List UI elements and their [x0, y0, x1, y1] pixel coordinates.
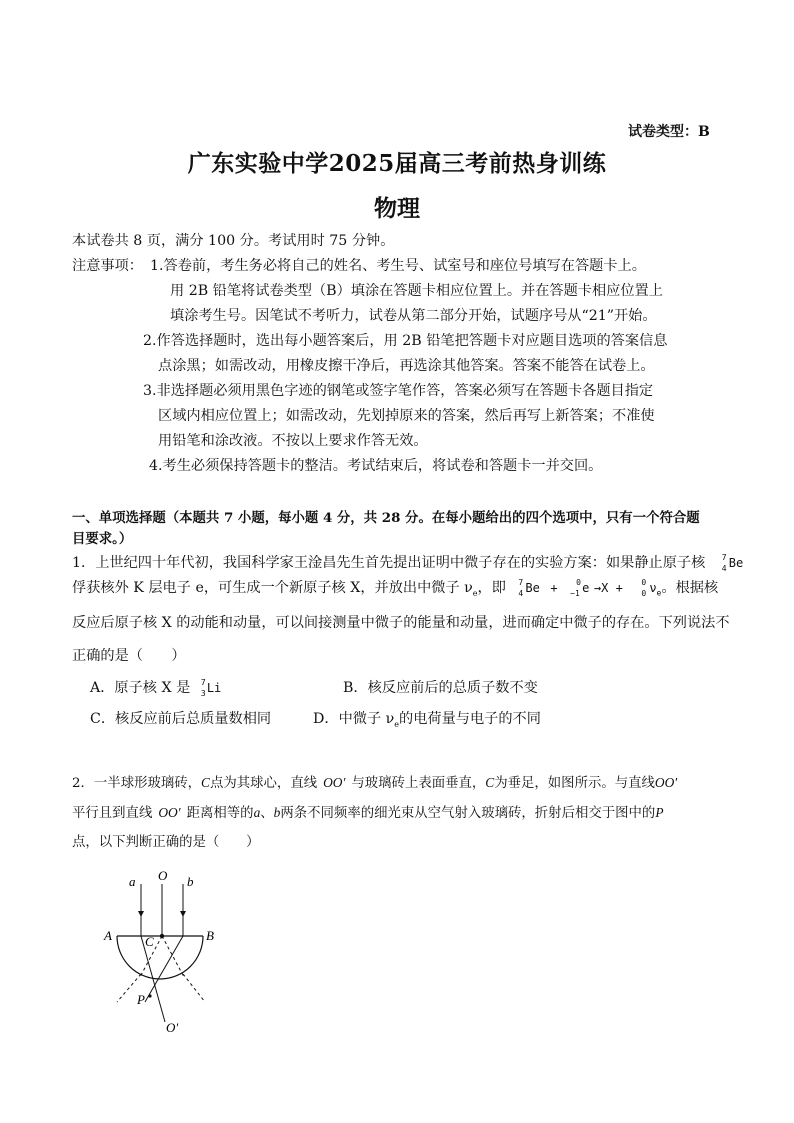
- label-C: C: [145, 934, 154, 949]
- label-O-prime: O′: [166, 1020, 179, 1035]
- q2-text-2a: 平行且到直线: [72, 806, 153, 821]
- center-point: [160, 934, 164, 938]
- q1-text-1: 1．上世纪四十年代初，我国科学家王淦昌先生首先提出证明中微子存在的实验方案：如果静止原子核: [72, 555, 706, 571]
- q2-var-a: a: [253, 805, 261, 820]
- nu-symbol: ν: [649, 581, 657, 595]
- label-A: A: [104, 928, 112, 943]
- eq-neutrino: [641, 578, 661, 603]
- page-title: 广东实验中学2025届高三考前热身训练: [187, 150, 607, 177]
- q1-text-2b: ，即: [477, 580, 506, 596]
- q2-text-2c: 、: [260, 806, 274, 821]
- paper-type: 试卷类型：B: [628, 124, 710, 140]
- q2-text-1b: 点为其球心，直线: [209, 776, 318, 791]
- q2-var-b: b: [273, 805, 281, 820]
- center-dashed-right: [162, 936, 184, 977]
- q1-line-2: [72, 578, 718, 604]
- label-B: B: [206, 928, 214, 943]
- q2-text-2d: 两条不同频率的细光束从空气射入玻璃砖，折射后相交于图中的: [280, 806, 656, 821]
- q2-line-3: 点，以下判断正确的是（ ）: [72, 835, 260, 850]
- note-4: 4.考生必须保持答题卡的整洁。考试结束后，将试卷和答题卡一并交回。: [149, 458, 603, 474]
- q1-text-2c: 。根据核: [661, 580, 719, 596]
- eq-electron: [570, 578, 590, 598]
- label-o: O: [158, 868, 168, 883]
- q1-line-1: [72, 553, 743, 573]
- q2-var-c: C: [201, 775, 210, 790]
- nu-mass: 0: [641, 578, 647, 587]
- exam-info: 本试卷共 8 页，满分 100 分。考试用时 75 分钟。: [72, 233, 395, 249]
- e-mass: 0: [576, 578, 581, 587]
- glass-arc: [117, 936, 203, 979]
- eq-arrow: →X +: [593, 581, 623, 595]
- eq-be-symbol: Be: [525, 581, 540, 595]
- q1-line-3: 反应后原子核 X 的动能和动量，可以间接测量中微子的能量和动量，进而确定中微子的存在。下列说法不: [72, 615, 730, 631]
- nuclide-li-7: [201, 678, 221, 698]
- section-heading-line-2: 目要求。）: [72, 531, 133, 547]
- note-3-line-2: 区域内相应位置上；如需改动，先划掉原来的答案，然后再写上新答案；不准使: [158, 408, 655, 424]
- option-d-text-b: 的电荷量与电子的不同: [399, 711, 541, 727]
- point-p: [148, 994, 151, 997]
- label-P: P: [137, 992, 145, 1007]
- li-symbol: Li: [206, 681, 222, 695]
- q1-line-4: 正确的是（ ）: [72, 648, 186, 664]
- e-charge: −1: [570, 589, 580, 598]
- be-mass: 7: [721, 553, 727, 562]
- note-1-line-2: 用 2B 铅笔将试卷类型（B）填涂在答题卡相应位置上。并在答题卡相应位置上: [170, 283, 663, 299]
- ray-b-dashed: [183, 974, 205, 1002]
- li-mass: 7: [200, 678, 206, 687]
- q2-text-2b: 距离相等的: [186, 806, 254, 821]
- q2-text-1c: 与玻璃砖上表面垂直，: [351, 776, 486, 791]
- label-a: a: [129, 874, 136, 889]
- q1-text-2a: 俘获核外 K 层电子 e，可生成一个新原子核 X，并放出中微子 ν: [72, 580, 473, 596]
- q2-var-oo3: OO′: [158, 805, 181, 820]
- section-heading-line-1: 一、单项选择题（本题共 7 小题，每小题 4 分，共 28 分。在每小题给出的四个选项中，只有一个符合题: [72, 510, 700, 526]
- nu-charge: 0: [641, 589, 647, 598]
- q2-text-1d: 为垂足，如图所示。与直线: [494, 776, 655, 791]
- note-2-line-2: 点涂黑；如需改动，用橡皮擦干净后，再选涂其他答案。答案不能答在试卷上。: [158, 358, 655, 374]
- note-1-line-1: 1.答卷前，考生务必将自己的姓名、考生号、试室号和座位号填写在答题卡上。: [150, 258, 646, 274]
- eq-plus: +: [550, 581, 558, 595]
- q1-option-c[interactable]: C．核反应前后总质量数相同: [90, 711, 272, 727]
- label-b: b: [187, 874, 194, 889]
- eq-nu-e-subscript: e: [656, 588, 662, 598]
- nu-e-subscript: e: [472, 588, 478, 598]
- subject-title: 物理: [374, 195, 420, 222]
- q1-option-a[interactable]: [90, 678, 221, 698]
- eq-be-charge: 4: [518, 589, 524, 598]
- q1-option-d[interactable]: [313, 709, 541, 735]
- q2-line-2: [72, 803, 664, 824]
- q2-var-c2: C: [485, 775, 495, 790]
- be-symbol: Be: [728, 556, 744, 570]
- q2-text-1a: 2．一半球形玻璃砖，: [72, 776, 202, 791]
- q2-var-p: P: [655, 805, 664, 820]
- eq-be-mass: 7: [518, 578, 524, 587]
- q2-line-1: [72, 773, 677, 794]
- notes-label: 注意事项：: [72, 258, 143, 274]
- option-d-text-a: D．中微子 ν: [313, 711, 395, 727]
- q1-option-b[interactable]: B．核反应前后的总质子数不变: [343, 680, 538, 696]
- note-2-line-1: 2.作答选择题时，选出每小题答案后，用 2B 铅笔把答题卡对应题目选项的答案信息: [143, 333, 668, 349]
- li-charge: 3: [200, 689, 206, 698]
- eq-nuclide-be-7: [518, 578, 539, 598]
- be-charge: 4: [721, 564, 727, 573]
- note-3-line-3: 用铅笔和涂改液。不按以上要求作答无效。: [158, 433, 428, 449]
- hemisphere-figure: [95, 862, 235, 1042]
- e-symbol: e: [582, 581, 590, 595]
- note-1-line-3: 填涂考生号。因笔试不考听力，试卷从第二部分开始，试题序号从“21”开始。: [170, 308, 657, 324]
- nuclide-be-7: [722, 553, 743, 573]
- option-a-text: A．原子核 X 是: [90, 680, 191, 696]
- q2-var-oo: OO′: [323, 775, 346, 790]
- q2-var-oo2: OO′: [654, 775, 678, 790]
- note-3-line-1: 3.非选择题必须用黑色字迹的钢笔或签字笔作答，答案必须写在答题卡各题目指定: [143, 383, 654, 399]
- option-d-subscript: e: [394, 719, 399, 729]
